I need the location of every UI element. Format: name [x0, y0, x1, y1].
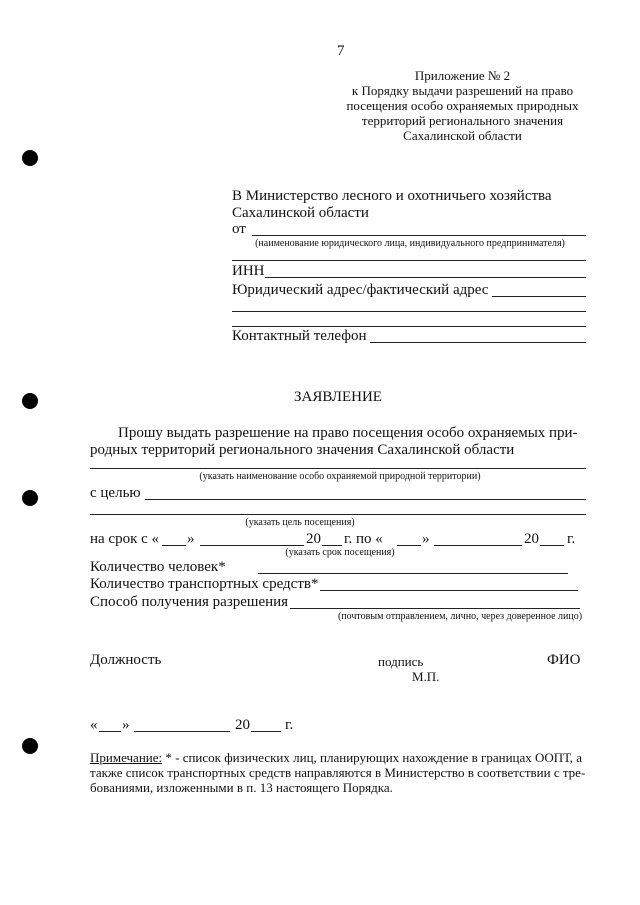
- inn-field[interactable]: [265, 277, 586, 278]
- date-year-prefix: 20: [235, 717, 250, 733]
- punch-hole-2: [22, 393, 38, 409]
- appendix-line4: территорий регионального значения: [361, 113, 564, 128]
- date-close-quote: »: [122, 717, 130, 733]
- vehicles-label: Количество транспортных средств*: [90, 576, 319, 592]
- appendix-block: [330, 68, 595, 143]
- term-from-month-field[interactable]: [200, 545, 304, 546]
- note-block: [90, 750, 590, 795]
- purpose-field-2[interactable]: [90, 514, 586, 515]
- method-caption: (почтовым отправлением, лично, через доверенное лицо): [337, 611, 583, 622]
- appendix-line5: Сахалинской области: [403, 128, 522, 143]
- punch-hole-4: [22, 738, 38, 754]
- term-to-year-prefix: 20: [524, 531, 539, 547]
- purpose-field[interactable]: [145, 499, 586, 500]
- phone-field[interactable]: [370, 342, 586, 343]
- date-open-quote: «: [90, 717, 98, 733]
- method-field[interactable]: [290, 608, 580, 609]
- territory-caption: (указать наименование особо охраняемой природной территории): [199, 471, 481, 482]
- request-line2: родных территорий регионального значения Сахалинской области: [90, 442, 515, 458]
- method-label: Способ получения разрешения: [90, 594, 289, 610]
- term-to-prefix: г. по «: [344, 531, 383, 547]
- signature-label: подпись: [378, 654, 424, 669]
- from-label: от: [232, 221, 246, 237]
- date-day-field[interactable]: [99, 731, 121, 732]
- appendix-line1: Приложение № 2: [414, 68, 511, 83]
- position-label: Должность: [90, 652, 162, 668]
- note-line2: также список транспортных средств направляются в Министерство в соответствии с тре-: [90, 765, 586, 780]
- appendix-line3: посещения особо охраняемых природных: [346, 98, 579, 113]
- punch-hole-1: [22, 150, 38, 166]
- vehicles-field[interactable]: [320, 590, 578, 591]
- term-from-year-field[interactable]: [322, 545, 342, 546]
- term-prefix: на срок с «: [90, 531, 160, 547]
- term-to-day-field[interactable]: [397, 545, 421, 546]
- term-from-year-prefix: 20: [306, 531, 321, 547]
- phone-label: Контактный телефон: [232, 328, 367, 344]
- from-caption: (наименование юридического лица, индивидуального предпринимателя): [255, 238, 565, 249]
- purpose-caption: (указать цель посещения): [245, 517, 355, 528]
- term-from-quote-close: »: [187, 531, 195, 547]
- territory-field[interactable]: [90, 468, 586, 469]
- address-label: Юридический адрес/фактический адрес: [232, 282, 489, 298]
- document-title: ЗАЯВЛЕНИЕ: [294, 389, 382, 405]
- people-field[interactable]: [258, 573, 568, 574]
- people-label: Количество человек*: [90, 559, 226, 575]
- term-from-day-field[interactable]: [162, 545, 186, 546]
- term-caption: (указать срок посещения): [285, 547, 395, 558]
- request-line1: Прошу выдать разрешение на право посещения особо охраняемых при-: [118, 425, 578, 441]
- term-to-month-field[interactable]: [434, 545, 522, 546]
- from-field-2[interactable]: [232, 260, 586, 261]
- appendix-line2: к Порядку выдачи разрешений на право: [351, 83, 574, 98]
- from-field[interactable]: [252, 235, 586, 236]
- term-year-suffix: г.: [567, 531, 576, 547]
- term-to-quote-close: »: [422, 531, 430, 547]
- punch-hole-3: [22, 490, 38, 506]
- date-year-field[interactable]: [251, 731, 281, 732]
- purpose-label: с целью: [90, 485, 141, 501]
- term-to-year-field[interactable]: [540, 545, 564, 546]
- date-year-suffix: г.: [285, 717, 294, 733]
- date-month-field[interactable]: [134, 731, 230, 732]
- address-field[interactable]: [492, 296, 586, 297]
- page-number: 7: [337, 43, 345, 59]
- stamp-label: М.П.: [412, 669, 440, 684]
- inn-label: ИНН: [232, 263, 265, 279]
- note-line3: бованиями, изложенными в п. 13 настоящего Порядка.: [90, 780, 393, 795]
- addressee-line2: Сахалинской области: [232, 205, 369, 221]
- note-label: Примечание:: [90, 750, 163, 765]
- fio-label: ФИО: [547, 652, 581, 668]
- addressee-line1: В Министерство лесного и охотничьего хозяйства: [232, 188, 552, 204]
- note-line1: * - список физических лиц, планирующих нахождение в границах ООПТ, а: [162, 750, 583, 765]
- address-field-2[interactable]: [232, 311, 586, 312]
